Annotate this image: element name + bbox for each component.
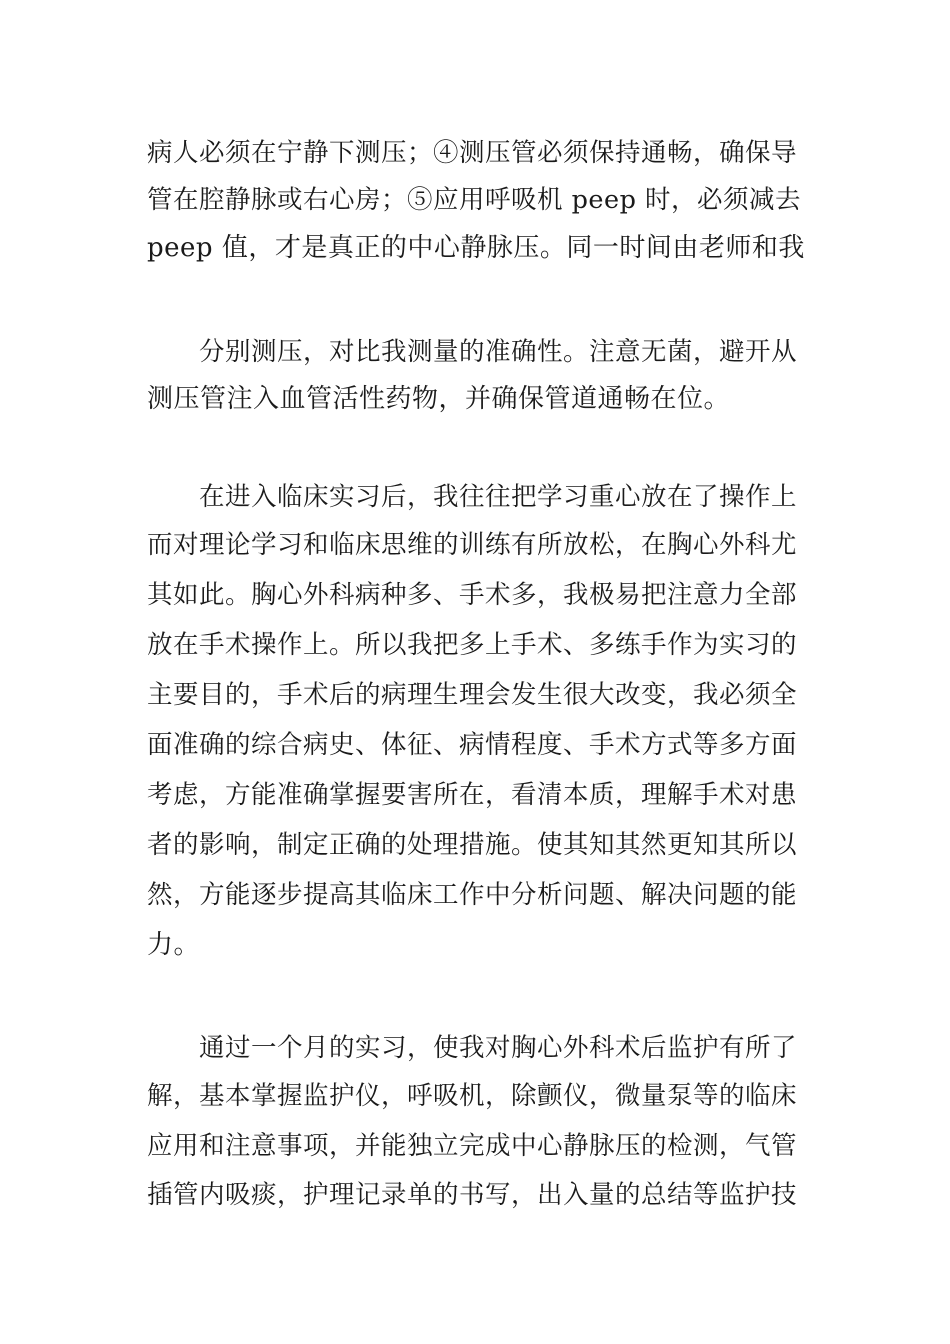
text-line: 管在腔静脉或右心房；⑤应用呼吸机 peep 时，必须减去 (147, 185, 802, 215)
text-line: 插管内吸痰，护理记录单的书写，出入量的总结等监护技 (147, 1180, 798, 1210)
text-line: 应用和注意事项，并能独立完成中心静脉压的检测，气管 (147, 1131, 798, 1161)
text-line: 面准确的综合病史、体征、病情程度、手术方式等多方面 (147, 730, 798, 760)
text-line: 放在手术操作上。所以我把多上手术、多练手作为实习的 (147, 630, 798, 660)
text-line: 然，方能逐步提高其临床工作中分析问题、解决问题的能 (147, 880, 798, 910)
text-line: peep 值，才是真正的中心静脉压。同一时间由老师和我 (147, 233, 805, 263)
text-line: 而对理论学习和临床思维的训练有所放松，在胸心外科尤 (147, 530, 798, 560)
text-line: 考虑，方能准确掌握要害所在，看清本质，理解手术对患 (147, 780, 798, 810)
text-line: 其如此。胸心外科病种多、手术多，我极易把注意力全部 (147, 580, 798, 610)
text-line: 力。 (147, 930, 201, 960)
text-line: 测压管注入血管活性药物，并确保管道通畅在位。 (147, 384, 731, 414)
text-line: 分别测压，对比我测量的准确性。注意无菌，避开从 (199, 337, 798, 367)
text-line: 病人必须在宁静下测压；④测压管必须保持通畅，确保导 (147, 138, 798, 168)
text-line: 通过一个月的实习，使我对胸心外科术后监护有所了 (199, 1033, 798, 1063)
text-line: 主要目的，手术后的病理生理会发生很大改变，我必须全 (147, 680, 798, 710)
text-line: 在进入临床实习后，我往往把学习重心放在了操作上 (199, 482, 798, 512)
text-line: 者的影响，制定正确的处理措施。使其知其然更知其所以 (147, 830, 798, 860)
text-line: 解，基本掌握监护仪，呼吸机，除颤仪，微量泵等的临床 (147, 1081, 798, 1111)
